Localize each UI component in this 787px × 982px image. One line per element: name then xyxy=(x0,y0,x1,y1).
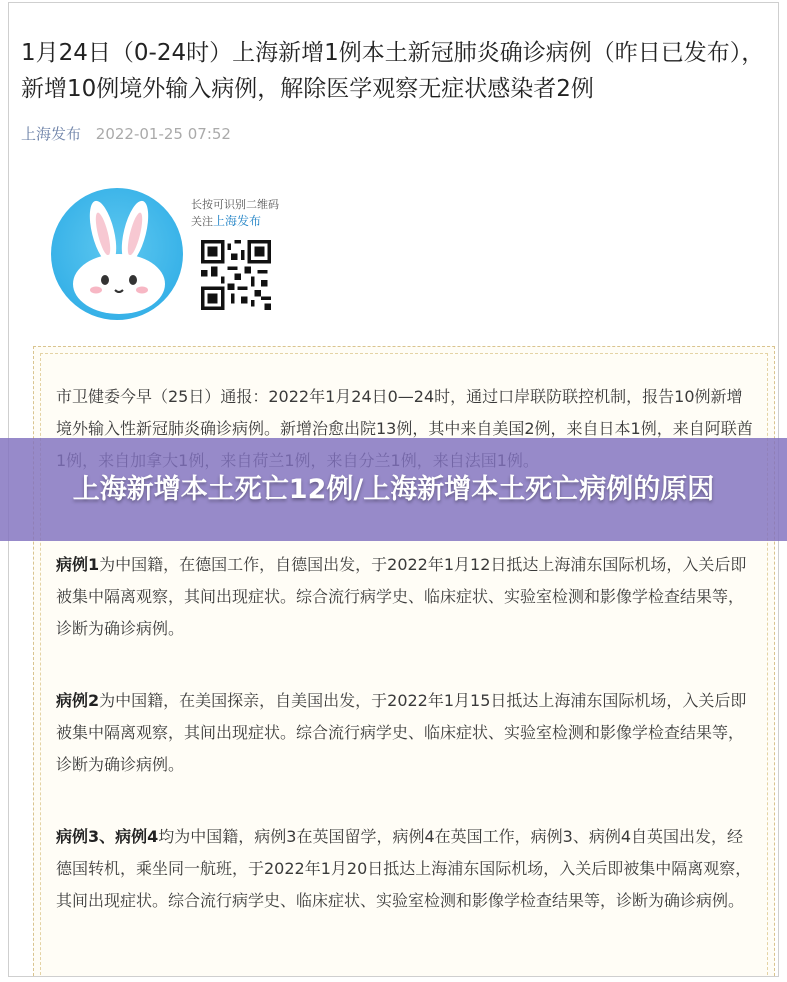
case-paragraph xyxy=(56,685,756,781)
banner-line2 xyxy=(191,213,279,230)
article-meta xyxy=(21,123,231,144)
case-paragraph xyxy=(56,549,756,645)
case-label: 病例2 xyxy=(56,691,100,710)
source-link[interactable]: 上海发布 xyxy=(21,125,82,143)
banner-follow-prefix: 关注 xyxy=(191,215,213,228)
case-label: 病例1 xyxy=(56,555,100,574)
banner-line1: 长按可识别二维码 xyxy=(191,198,279,211)
qr-code-icon[interactable] xyxy=(201,240,271,310)
announcement-intro: 市卫健委今早（25日）通报：2022年1月24日0—24时，通过口岸联防联控机制，报告10例新增境外输入性新冠肺炎确诊病例。新增治愈出院13例，其中来自美国2例，来自日本1例，来自阿联酋 xyxy=(56,387,753,438)
case-text: 为中国籍，在美国探亲，自美国出发，于2022年1月15日抵达上海浦东国际机场，入关后即被集中隔离观察，其间出现症状。综合流行病学史、临床症状、实验室检测和影像学检查结果等，诊断为确诊病例。 xyxy=(56,691,747,774)
case-text: 为中国籍，在德国工作，自德国出发，于2022年1月12日抵达上海浦东国际机场，入关后即被集中隔离观察，其间出现症状。综合流行病学史、临床症状、实验室检测和影像学检查结果等，诊断为确诊病例。 xyxy=(56,555,747,638)
article-title: 1月24日（0-24时）上海新增1例本土新冠肺炎确诊病例（昨日已发布），新增10例境外输入病例，解除医学观察无症状感染者2例 xyxy=(21,40,765,102)
case-text: 均为中国籍，病例3在英国留学，病例4在英国工作，病例3、病例4自英国出发，经德国转机，乘坐同一航班，于2022年1月20日抵达上海浦东国际机场，入关后即被集中隔离观察，其间出现症状。综合流行病学史、临床症状、实验室检测和影像学检查结果等，诊断为确诊病例。 xyxy=(56,827,752,910)
publish-time: 2022-01-25 07:52 xyxy=(95,125,231,143)
qr-banner xyxy=(51,188,311,323)
case-label: 病例3、病例4 xyxy=(56,827,159,846)
banner-account-name: 上海发布 xyxy=(213,214,262,228)
banner-text xyxy=(191,196,279,230)
case-paragraph xyxy=(56,821,756,917)
rabbit-mascot-icon xyxy=(51,188,183,320)
headline-overlay xyxy=(0,438,787,541)
overlay-title: 上海新增本土死亡12例/上海新增本土死亡病例的原因 xyxy=(72,473,715,505)
